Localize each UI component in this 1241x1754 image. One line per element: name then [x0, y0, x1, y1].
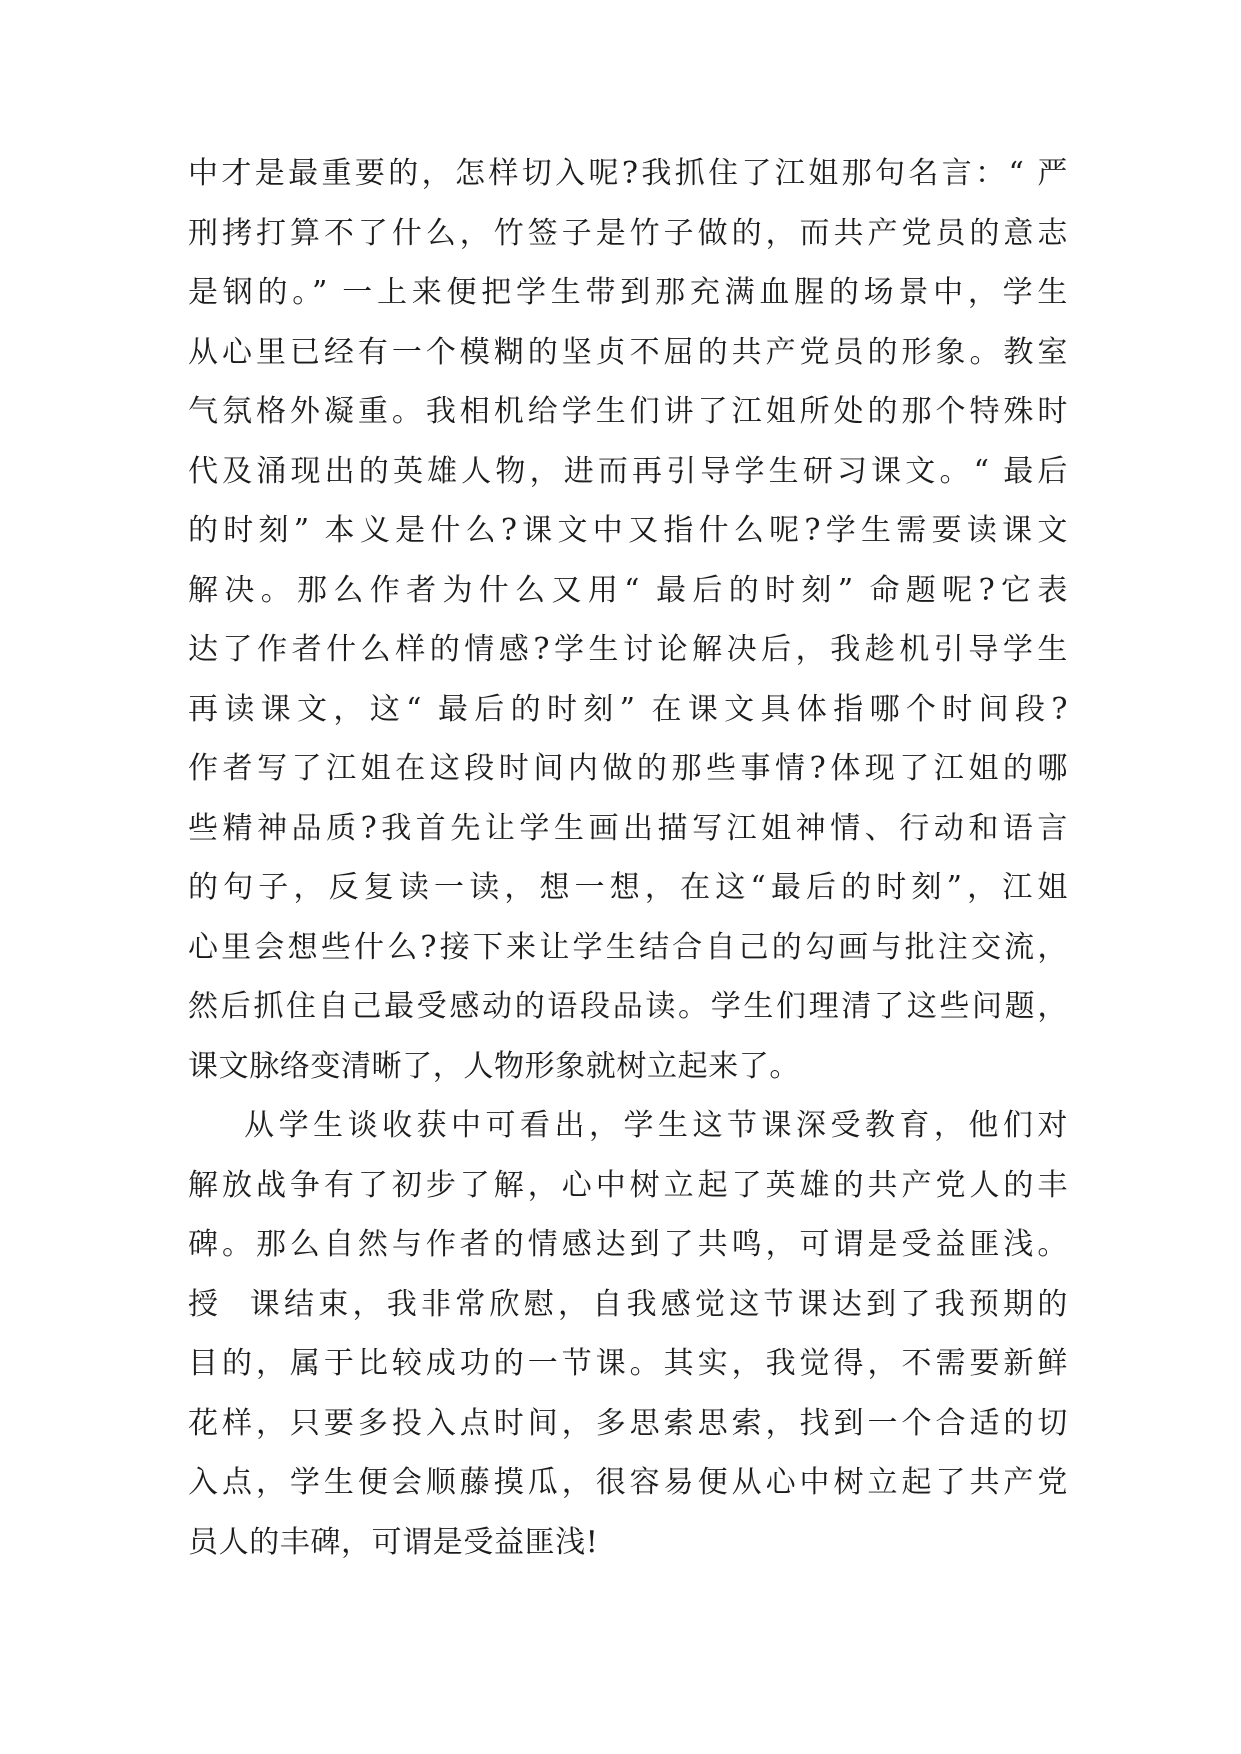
text-line: 代及涌现出的英雄人物，进而再引导学生研习课文。“ 最后	[188, 453, 1068, 489]
text-line: 授 课结束，我非常欣慰，自我感觉这节课达到了我预期的	[188, 1286, 1068, 1322]
text-line: 员人的丰碑，可谓是受益匪浅!	[188, 1524, 599, 1560]
text-line: 目的，属于比较成功的一节课。其实，我觉得，不需要新鲜	[188, 1346, 1068, 1381]
text-line: 中才是最重要的，怎样切入呢?我抓住了江姐那句名言：“ 严	[188, 156, 1068, 191]
paragraph	[188, 144, 1068, 1096]
text-line: 作者写了江姐在这段时间内做的那些事情?体现了江姐的哪	[188, 751, 1068, 786]
text-line: 然后抓住自己最受感动的语段品读。学生们理清了这些问题，	[188, 989, 1068, 1024]
text-line: 的句子，反复读一读，想一想，在这“最后的时刻”，江姐	[188, 870, 1068, 905]
text-line: 气氛格外凝重。我相机给学生们讲了江姐所处的那个特殊时	[188, 394, 1068, 429]
paragraph	[188, 1096, 1068, 1572]
text-line: 花样，只要多投入点时间，多思索思索，找到一个合适的切	[188, 1405, 1068, 1441]
text-line: 些精神品质?我首先让学生画出描写江姐神情、行动和语言	[188, 810, 1068, 846]
body-text	[188, 144, 1068, 1572]
text-line: 达了作者什么样的情感?学生讨论解决后，我趁机引导学生	[188, 632, 1068, 667]
text-line: 再读课文，这“ 最后的时刻” 在课文具体指哪个时间段?	[188, 691, 1068, 727]
text-line: 课文脉络变清晰了，人物形象就树立起来了。	[188, 1048, 800, 1084]
text-line: 从心里已经有一个模糊的坚贞不屈的共产党员的形象。教室	[188, 334, 1068, 370]
text-line: 是钢的。” 一上来便把学生带到那充满血腥的场景中，学生	[188, 275, 1068, 310]
text-line: 刑拷打算不了什么，竹签子是竹子做的，而共产党员的意志	[188, 215, 1068, 251]
text-line: 入点，学生便会顺藤摸瓜，很容易便从心中树立起了共产党	[188, 1465, 1068, 1500]
text-line: 解决。那么作者为什么又用“ 最后的时刻” 命题呢?它表	[188, 572, 1068, 608]
text-line: 心里会想些什么?接下来让学生结合自己的勾画与批注交流，	[188, 929, 1068, 965]
text-line: 碑。那么自然与作者的情感达到了共鸣，可谓是受益匪浅。	[188, 1227, 1068, 1262]
text-line: 解放战争有了初步了解，心中树立起了英雄的共产党人的丰	[188, 1167, 1068, 1203]
text-line: 从学生谈收获中可看出，学生这节课深受教育，他们对	[188, 1108, 1068, 1143]
text-line: 的时刻” 本义是什么?课文中又指什么呢?学生需要读课文	[188, 513, 1068, 548]
